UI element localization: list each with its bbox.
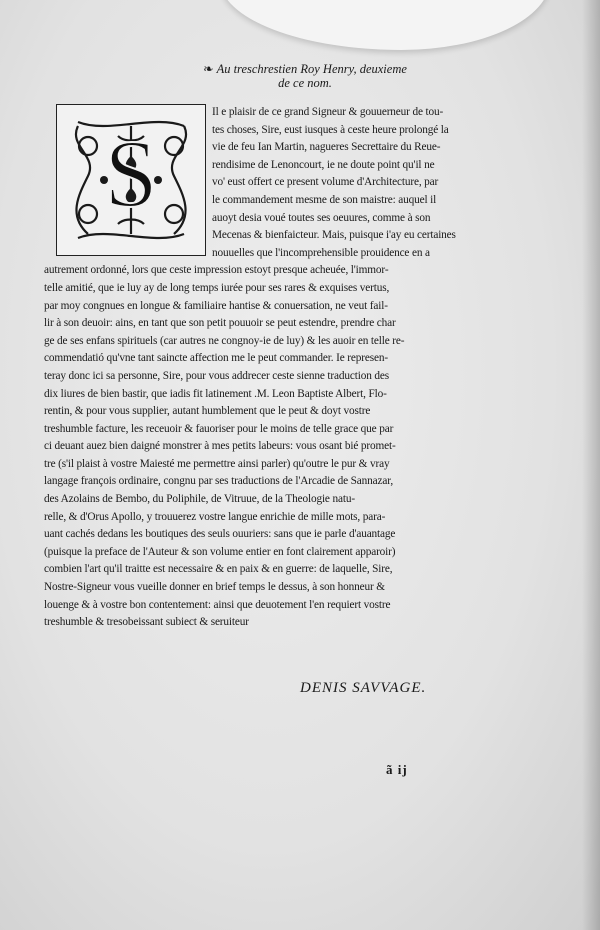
body-line: (puisque la preface de l'Auteur & son volume entier en font clairement apparoir) [44,545,396,558]
body-line: rendisime de Lenoncourt, ie ne doute point qu'il ne [212,158,435,171]
body-line: telle amitié, que ie luy ay de long temps iurée pour ses rares & exquises vertus, [44,281,390,294]
page-edge-shadow [582,0,600,930]
body-line: relle, & d'Orus Apollo, y trouuerez vostre langue enrichie de mille mots, para- [44,510,386,523]
body-line: autrement ordonné, lors que ceste impression estoyt presque acheuée, l'immor- [44,264,389,277]
body-line: treshumble facture, les receuoir & fauoriser pour le moins de telle grace que par [44,422,394,435]
body-line: langage françois ordinaire, congnu par ses traductions de l'Arcadie de Sannazar, [44,475,394,488]
body-line: louenge & à vostre bon contentement: ainsi que deuotement l'en requiert vostre [44,598,391,611]
body-line: vie de feu Ian Martin, nagueres Secrettaire du Reue- [212,141,441,154]
dedication-body [44,104,498,632]
dedication-heading [170,62,440,90]
body-line: commendatió qu'vne tant saincte affection me le peut commander. Ie represen- [44,352,388,365]
body-line: des Azolains de Bembo, du Poliphile, de Vitruue, de la Theologie natu- [44,493,355,506]
ornate-initial-s [56,104,206,256]
body-line: ge de ses enfans spirituels (car autres ne congnoy-ie de luy) & les auoir en telle re- [44,334,405,347]
ornament-icon [58,106,204,254]
body-line: treshumble & tresobeissant subiect & seruiteur [44,616,249,629]
body-line: le commandement mesme de son maistre: auquel il [212,193,437,206]
body-line: rentin, & pour vous supplier, autant humblement que le peut & doyt vostre [44,405,371,418]
body-line: Mecenas & bienfaicteur. Mais, puisque i'ay eu certaines [212,229,456,242]
body-line: Nostre-Signeur vous vueille donner en brief temps le dessus, à son honneur & [44,581,385,594]
body-line: tre (s'il plaist à vostre Maiesté me permettre ainsi parler) qu'outre le pur & vray [44,457,390,470]
heading-text-1: Au treschrestien Roy Henry, deuxieme [216,62,407,76]
body-line: teray donc ici sa personne, Sire, pour vous addrecer ceste sienne traduction des [44,369,389,382]
page-stain [220,0,550,50]
body-line: Il e plaisir de ce grand Signeur & gouuerneur de tou- [212,106,444,118]
body-line: par moy congnues en longue & familiaire hantise & conuersation, ne veut fail- [44,299,388,312]
signature: DENIS SAVVAGE. [300,680,427,696]
body-line: combien l'art qu'il traitte est necessaire & en paix & en guerre: de laquelle, Sire, [44,563,393,576]
body-line: tes choses, Sire, eust iusques à ceste heure prolongé la [212,123,449,136]
drop-cap-letter: S [104,120,158,227]
fleuron-icon: ❧ [203,62,214,76]
body-line: ci deuant auez bien daigné monstrer à mes petits labeurs: vous osant bié promet- [44,440,396,453]
body-line: auoyt desia voué toutes ses oeuures, comme à son [212,211,431,224]
signature-mark: ã ij [386,762,408,777]
heading-line-1 [170,62,440,76]
body-line: nouuelles que l'incomprehensible prouidence en a [212,246,430,259]
body-line: uant cachés dedans les boutiques des seuls ouuriers: sans que ie parle d'auantage [44,528,396,541]
body-line: lir à son deuoir: ains, en tant que son petit pouuoir se peut estendre, prendre char [44,317,396,330]
body-line: vo' eust offert ce present volume d'Architecture, par [212,176,439,189]
body-line: dix liures de bien bastir, que iadis fit latinement .M. Leon Baptiste Albert, Flo- [44,387,387,400]
heading-line-2: de ce nom. [278,76,332,90]
